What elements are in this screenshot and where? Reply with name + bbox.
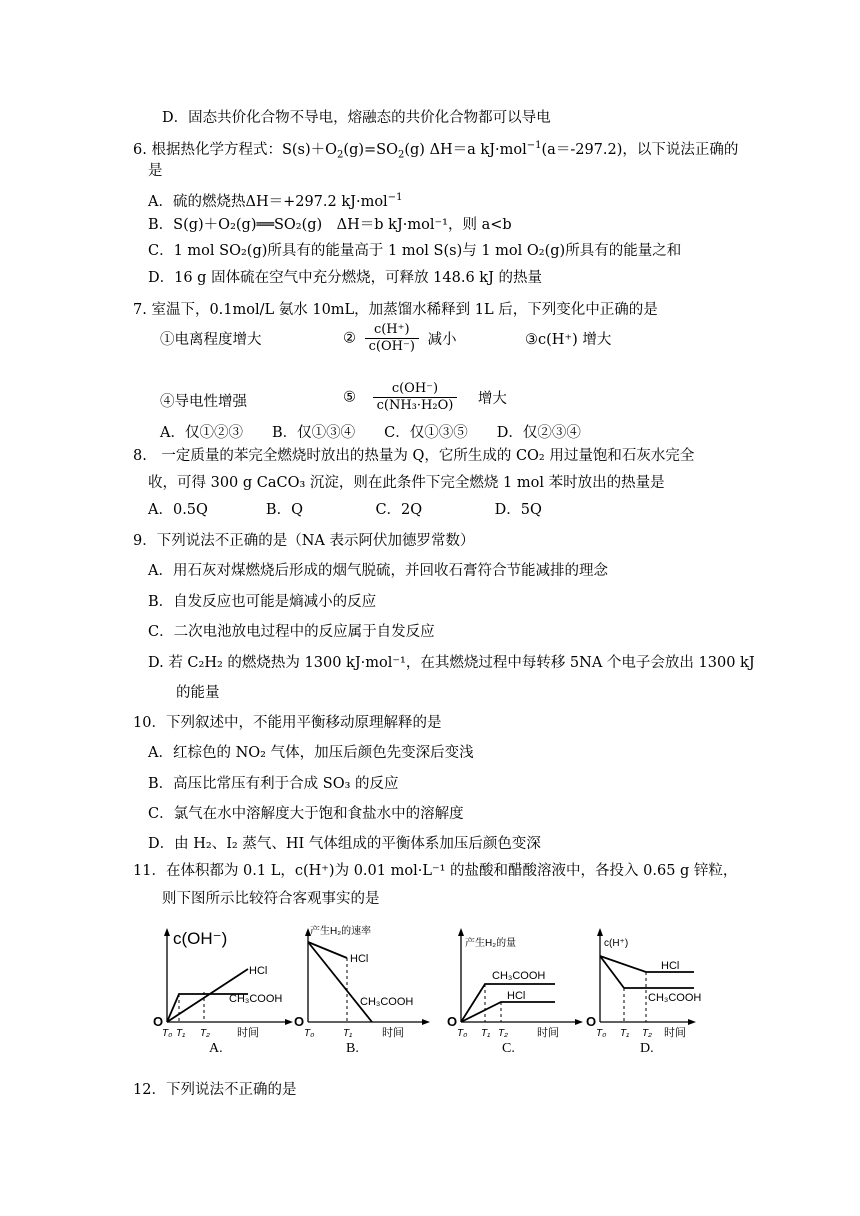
graph-a-origin: O: [153, 1014, 164, 1029]
graph-a-caption: A.: [209, 1041, 223, 1056]
q6-option-c: C．1 mol SO₂(g)所具有的能量高于 1 mol S(s)与 1 mol O₂(g)所具有的能量之和: [148, 243, 682, 259]
graph-a-xlabel: 时间: [237, 1027, 259, 1039]
graph-a-tick-t2: T₂: [200, 1028, 210, 1039]
graph-a-label-hcl: HCl: [249, 965, 268, 977]
graph-c-tick-t2: T₂: [498, 1028, 508, 1039]
q12-stem: 12．下列说法不正确的是: [133, 1082, 297, 1098]
q9-option-d-line2: 的能量: [176, 685, 220, 701]
graph-d-series-hcl: [600, 956, 694, 972]
q7-item-3: ③c(H⁺) 增大: [525, 332, 612, 348]
q7-item-1: ①电离程度增大: [160, 332, 262, 348]
graph-b-tick-t1: T₁: [343, 1028, 353, 1039]
q8-options: A．0.5Q B．Q C．2Q D．5Q: [148, 502, 542, 518]
graph-d-xlabel: 时间: [664, 1027, 686, 1039]
graph-b-origin: O: [294, 1014, 305, 1029]
q9-stem: 9．下列说法不正确的是（NA 表示阿伏加德罗常数）: [133, 533, 475, 549]
q11-line1: 11．在体积都为 0.1 L，c(H⁺)为 0.01 mol·L⁻¹ 的盐酸和醋酸溶液中，各投入 0.65 g 锌粒，: [133, 863, 738, 879]
q6-option-d: D．16 g 固体硫在空气中充分燃烧，可释放 148.6 kJ 的热量: [148, 270, 543, 286]
q10-option-c: C．氯气在水中溶解度大于饱和食盐水中的溶解度: [148, 806, 464, 822]
graph-c-caption: C.: [502, 1041, 515, 1056]
graph-c-origin: O: [447, 1014, 458, 1029]
graph-d-tick-t1: T₁: [620, 1028, 630, 1039]
graph-c: [445, 922, 585, 1062]
q7-item-2: ② $\frac{c(H^+)}{c(OH^-)}$ 减小: [343, 322, 457, 354]
graph-d-ylabel: c(H⁺): [604, 938, 629, 949]
q9-option-c: C．二次电池放电过程中的反应属于自发反应: [148, 624, 435, 640]
graph-d-caption: D.: [640, 1041, 654, 1056]
q6-stem-line2: 是: [148, 163, 163, 179]
graph-d-label-ch3cooh: CH₃COOH: [648, 992, 702, 1004]
graph-a-ylabel: c(OH⁻): [173, 929, 228, 948]
q9-option-a: A．用石灰对煤燃烧后形成的烟气脱硫，并回收石膏符合节能减排的理念: [148, 563, 608, 579]
q7-stem: 7. 室温下，0.1mol/L 氨水 10mL，加蒸馏水稀释到 1L 后，下列变化中正确的是: [133, 302, 658, 318]
graph-d: [586, 922, 726, 1062]
graph-b-label-ch3cooh: CH₃COOH: [360, 996, 414, 1008]
graph-c-tick-t0: T₀: [457, 1028, 468, 1039]
graph-c-tick-t1: T₁: [481, 1028, 491, 1039]
q7-item-5-fraction: $\frac{c(OH^-)}{\text{c(NH₃·H₂O)}}$: [373, 381, 458, 414]
graph-b-label-hcl: HCl: [350, 953, 369, 965]
q10-option-d: D．由 H₂、I₂ 蒸气、HI 气体组成的平衡体系加压后颜色变深: [148, 836, 541, 852]
q7-item-5: ⑤ $\frac{c(OH^-)}{\text{c(NH₃·H₂O)}}$ 增大: [343, 381, 507, 413]
graph-a-tick-t1: T₁: [176, 1028, 186, 1039]
graph-c-xlabel: 时间: [537, 1027, 559, 1039]
q7-item-4: ④导电性增强: [160, 394, 247, 410]
q7-options: A．仅①②③ B．仅①③④ C．仅①③⑤ D．仅②③④: [160, 425, 581, 441]
graph-a-label-ch3cooh: CH₃COOH: [229, 993, 283, 1005]
q11-line2: 则下图所示比较符合客观事实的是: [162, 891, 380, 907]
graph-d-label-hcl: HCl: [661, 960, 680, 972]
graph-a-tick-t0: T₀: [162, 1028, 173, 1039]
q10-option-b: B．高压比常压有利于合成 SO₃ 的反应: [148, 776, 399, 792]
q10-stem: 10．下列叙述中，不能用平衡移动原理解释的是: [133, 715, 442, 731]
q6-option-b: B．S(g)＋O₂(g)══SO₂(g) ΔH＝b kJ·mol⁻¹，则 a<b: [148, 217, 512, 233]
q5-option-d: D．固态共价化合物不导电，熔融态的共价化合物都可以导电: [162, 110, 551, 126]
graph-c-ylabel: 产生H₂的量: [465, 938, 517, 949]
graph-d-tick-t2: T₂: [642, 1028, 652, 1039]
graph-d-tick-t0: T₀: [596, 1028, 607, 1039]
q9-option-d-line1: D. 若 C₂H₂ 的燃烧热为 1300 kJ·mol⁻¹，在其燃烧过程中每转移 5NA 个电子会放出 1300 kJ: [148, 655, 755, 671]
graph-b-tick-t0: T₀: [304, 1028, 315, 1039]
graph-c-label-hcl: HCl: [507, 990, 526, 1002]
graph-d-origin: O: [586, 1014, 597, 1029]
q6-option-a: A．硫的燃烧热ΔH＝+297.2 kJ·mol$^{-1}$: [148, 192, 403, 210]
graph-b-caption: B.: [346, 1041, 359, 1056]
graph-b-xlabel: 时间: [382, 1027, 404, 1039]
graph-c-label-ch3cooh: CH₃COOH: [492, 970, 546, 982]
q8-line2: 收，可得 300 g CaCO₃ 沉淀，则在此条件下完全燃烧 1 mol 苯时放出的热量是: [148, 475, 665, 491]
q6-stem: 6. 根据热化学方程式：$S(s)+O_2(g)=SO_2(g)$ ΔH＝a kJ·mol$^{-1}$(a＝-297.2)，以下说法正确的: [133, 140, 739, 161]
q8-line1: 8. 一定质量的苯完全燃烧时放出的热量为 Q，它所生成的 CO₂ 用过量饱和石灰水完全: [133, 448, 695, 464]
graph-c-series-hcl: [461, 1002, 555, 1022]
q7-item-2-fraction: $\frac{c(H^+)}{c(OH^-)}$: [365, 322, 419, 355]
graph-b: [292, 922, 432, 1062]
q10-option-a: A．红棕色的 NO₂ 气体，加压后颜色先变深后变浅: [148, 745, 474, 761]
graph-b-ylabel: 产生H₂的速率: [310, 926, 372, 937]
q9-option-b: B．自发反应也可能是熵减小的反应: [148, 594, 377, 610]
